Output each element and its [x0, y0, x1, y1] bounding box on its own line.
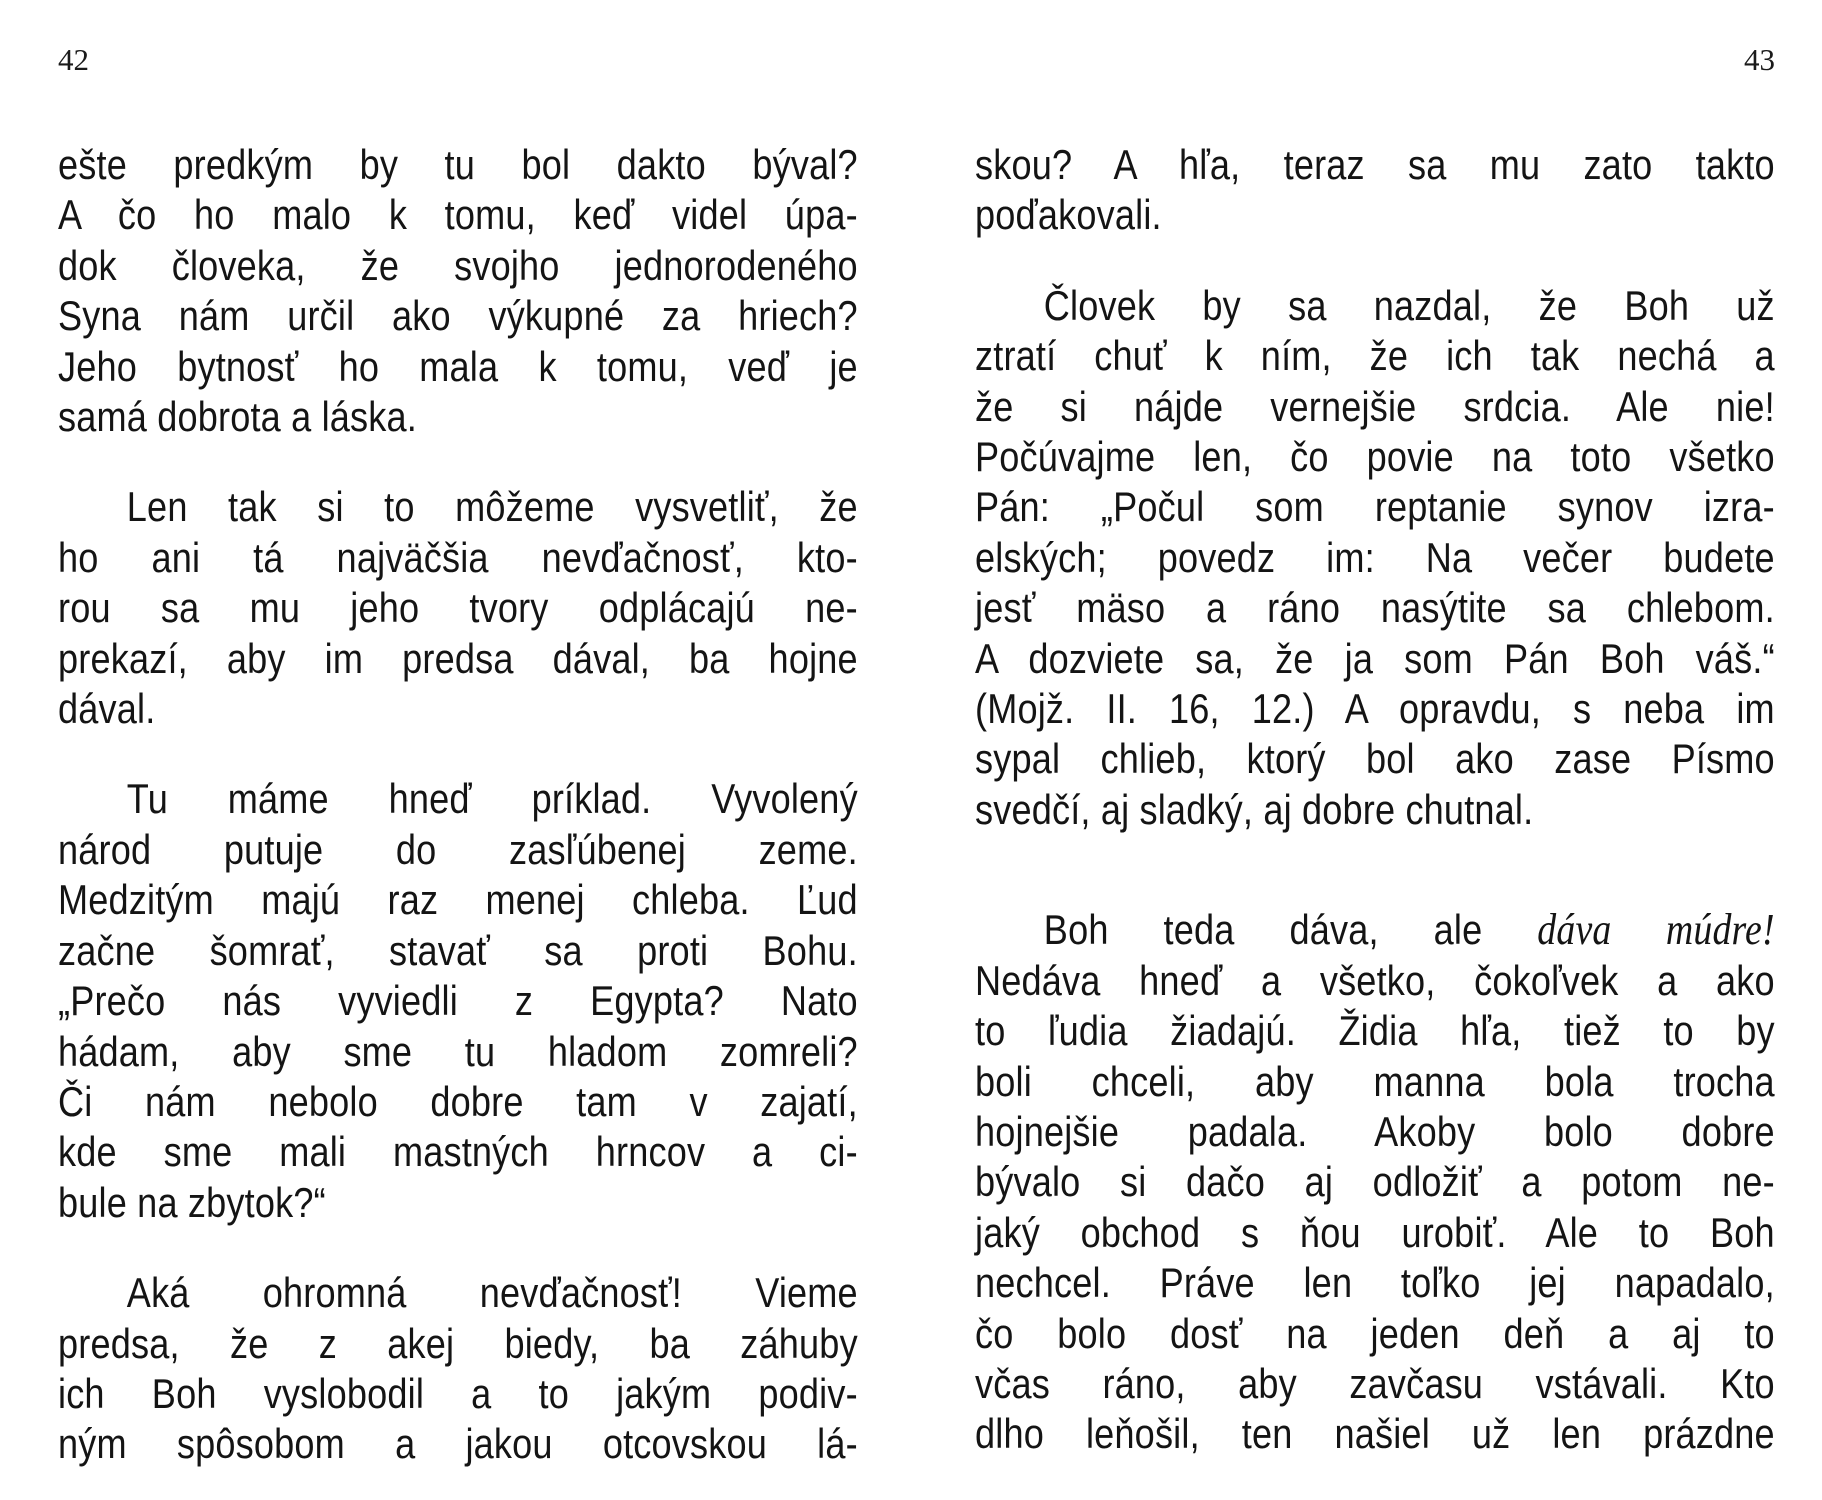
- text-line: svedčí, aj sladký, aj dobre chutnal.: [975, 785, 1534, 833]
- text-line: jesť mäso a ráno nasýtite sa chlebom.: [975, 584, 1775, 632]
- text-line: Syna nám určil ako výkupné za hriech?: [58, 292, 858, 340]
- text-line: prekazí, aby im predsa dával, ba hojne: [58, 634, 858, 682]
- text-line: rou sa mu jeho tvory odplácajú ne-: [58, 584, 858, 632]
- text-line: Nedáva hneď a všetko, čokoľvek a ako: [975, 956, 1775, 1004]
- text-line: skou? A hľa, teraz sa mu zato takto: [975, 141, 1775, 188]
- paragraph: [975, 905, 1775, 1459]
- text-line: boli chceli, aby manna bola trocha: [975, 1057, 1775, 1105]
- text-line: Či nám nebolo dobre tam v zajatí,: [58, 1077, 858, 1125]
- text-line: nechcel. Práve len toľko jej napadalo,: [975, 1259, 1775, 1307]
- right-page: [975, 0, 1775, 1500]
- paragraph: [975, 140, 1775, 241]
- text-line: ným spôsobom a jakou otcovskou lá-: [58, 1420, 858, 1468]
- paragraph: [58, 774, 858, 1228]
- text-line: dával.: [58, 685, 156, 733]
- text-line: Medzitým majú raz menej chleba. Ľud: [58, 876, 858, 924]
- left-page-text: [58, 140, 858, 1470]
- text-line: kde sme mali mastných hrncov a ci-: [58, 1128, 858, 1176]
- text-line: sypal chlieb, ktorý bol ako zase Písmo: [975, 735, 1775, 783]
- text-line: A čo ho malo k tomu, keď videl úpa-: [58, 191, 858, 239]
- right-page-text: [975, 140, 1775, 1460]
- text-line: „Prečo nás vyviedli z Egypta? Nato: [58, 977, 858, 1025]
- text-line: včas ráno, aby zavčasu vstávali. Kto: [975, 1359, 1775, 1407]
- text-line: Jeho bytnosť ho mala k tomu, veď je: [58, 342, 858, 390]
- text-line: čo bolo dosť na jeden deň a aj to: [975, 1309, 1775, 1357]
- text-line: hádam, aby sme tu hladom zomreli?: [58, 1027, 858, 1075]
- text-line: predsa, že z akej biedy, ba záhuby: [58, 1319, 858, 1367]
- page-number-left: 42: [58, 42, 89, 77]
- paragraph: [975, 281, 1775, 835]
- text-line: Len tak si to môžeme vysvetliť, že: [126, 483, 858, 531]
- text-line: to ľudia žiadajú. Židia hľa, tiež to by: [975, 1007, 1775, 1055]
- paragraph: [58, 140, 858, 442]
- text-line: hojnejšie padala. Akoby bolo dobre: [975, 1107, 1775, 1155]
- text-segment: Boh teda dáva, ale: [1043, 906, 1538, 954]
- text-line: A dozviete sa, že ja som Pán Boh váš.“: [975, 634, 1775, 682]
- text-line: dlho leňošil, ten našiel už len prázdne: [975, 1410, 1775, 1458]
- paragraph: [58, 1268, 858, 1470]
- text-line: (Mojž. II. 16, 12.) A opravdu, s neba im: [975, 685, 1775, 733]
- text-line: ešte predkým by tu bol dakto býval?: [58, 141, 858, 188]
- text-line: Tu máme hneď príklad. Vyvolený: [126, 775, 858, 823]
- emphasis-text: dáva múdre!: [1537, 905, 1775, 955]
- text-line: dok človeka, že svojho jednorodeného: [58, 241, 858, 289]
- text-line: že si nájde vernejšie srdcia. Ale nie!: [975, 382, 1775, 430]
- text-line: samá dobrota a láska.: [58, 393, 417, 441]
- text-line: Aká ohromná nevďačnosť! Vieme: [126, 1269, 858, 1317]
- paragraph: [58, 482, 858, 734]
- text-line: ich Boh vyslobodil a to jakým podiv-: [58, 1369, 858, 1417]
- text-line: jaký obchod s ňou urobiť. Ale to Boh: [975, 1208, 1775, 1256]
- text-line: elských; povedz im: Na večer budete: [975, 533, 1775, 581]
- text-line: bývalo si dačo aj odložiť a potom ne-: [975, 1158, 1775, 1206]
- text-line: bule na zbytok?“: [58, 1178, 326, 1226]
- text-line: národ putuje do zasľúbenej zeme.: [58, 825, 858, 873]
- text-line: [975, 905, 1775, 955]
- text-line: Počúvajme len, čo povie na toto všetko: [975, 433, 1775, 481]
- page-number-right: 43: [1744, 42, 1775, 77]
- text-line: začne šomrať, stavať sa proti Bohu.: [58, 926, 858, 974]
- text-line: Človek by sa nazdal, že Boh už: [1043, 281, 1775, 329]
- text-line: Pán: „Počul som reptanie synov izra-: [975, 483, 1775, 531]
- text-line: ho ani tá najväčšia nevďačnosť, kto-: [58, 533, 858, 581]
- text-line: poďakovali.: [975, 191, 1162, 239]
- left-page: [58, 0, 858, 1500]
- text-line: ztratí chuť k ním, že ich tak nechá a: [975, 332, 1775, 380]
